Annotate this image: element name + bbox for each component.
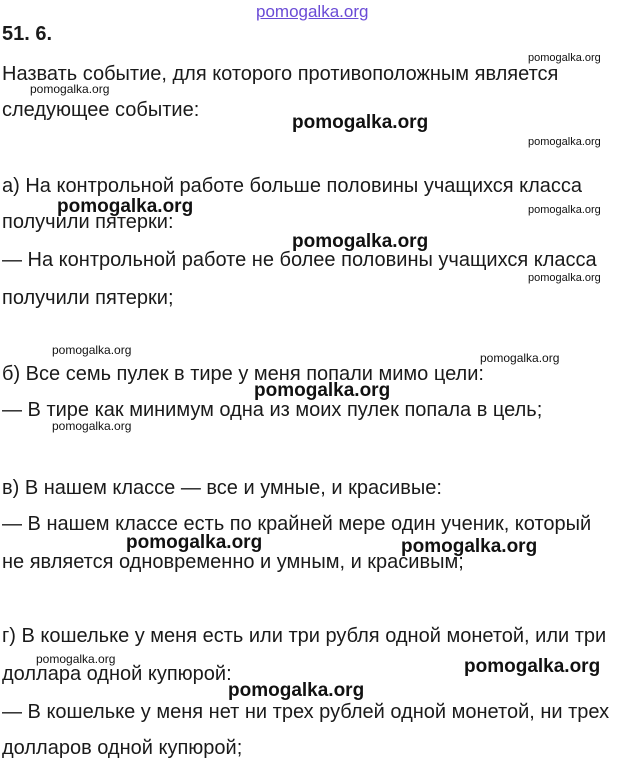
watermark: pomogalka.org <box>292 112 429 133</box>
text-line-12: г) В кошельке у меня есть или три рубля одной монетой, или три <box>2 625 607 647</box>
watermark: pomogalka.org <box>254 380 391 401</box>
watermark: pomogalka.org <box>126 532 263 553</box>
watermark: pomogalka.org <box>52 419 132 433</box>
text-line-13: доллара одной купюрой: <box>2 663 232 685</box>
watermark: pomogalka.org <box>480 351 560 365</box>
watermark: pomogalka.org <box>401 536 538 557</box>
text-line-8: — В тире как минимум одна из моих пулек попала в цель; <box>2 399 543 421</box>
text-line-2: следующее событие: <box>2 99 200 121</box>
watermark: pomogalka.org <box>464 656 601 677</box>
text-line-6: получили пятерки; <box>2 287 174 309</box>
watermark: pomogalka.org <box>528 272 601 284</box>
text-line-10: — В нашем классе есть по крайней мере один ученик, который <box>2 513 592 535</box>
text-line-3: а) На контрольной работе больше половины учащихся класса <box>2 175 583 197</box>
text-line-7: б) Все семь пулек в тире у меня попали мимо цели: <box>2 363 484 385</box>
watermark: pomogalka.org <box>36 652 116 666</box>
text-line-11: не является одновременно и умным, и красивым; <box>2 551 464 573</box>
watermark: pomogalka.org <box>528 52 601 64</box>
watermark: pomogalka.org <box>57 196 194 217</box>
watermark: pomogalka.org <box>292 231 429 252</box>
text-line-14: — В кошельке у меня нет ни трех рублей одной монетой, ни трех <box>2 701 610 723</box>
problem-number: 51. 6. <box>2 23 53 45</box>
text-line-4: получили пятерки: <box>2 211 174 233</box>
watermark: pomogalka.org <box>228 680 365 701</box>
watermark: pomogalka.org <box>528 136 601 148</box>
watermark: pomogalka.org <box>528 204 601 216</box>
text-line-5: — На контрольной работе не более половины учащихся класса <box>2 249 597 271</box>
text-line-1: Назвать событие, для которого противоположным является <box>2 63 559 85</box>
text-line-15: долларов одной купюрой; <box>2 737 243 759</box>
text-line-9: в) В нашем классе — все и умные, и красивые: <box>2 477 442 499</box>
watermark: pomogalka.org <box>30 82 110 96</box>
watermark: pomogalka.org <box>52 343 132 357</box>
watermark-top-link[interactable]: pomogalka.org <box>256 2 369 21</box>
